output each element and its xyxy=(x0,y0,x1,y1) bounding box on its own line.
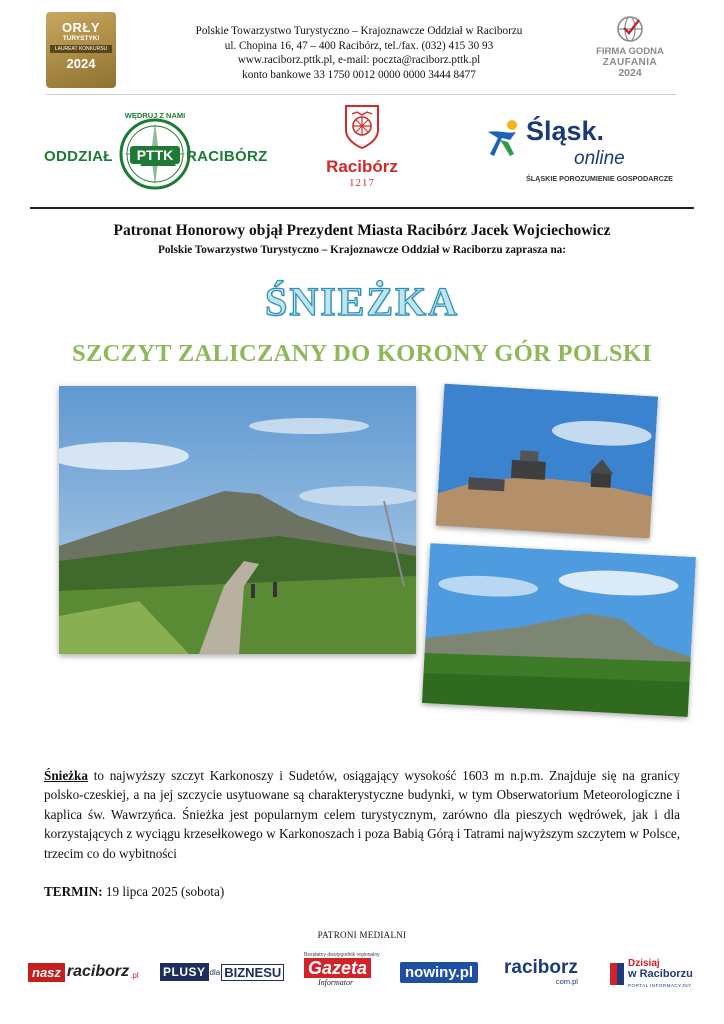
main-title: ŚNIEŻKA xyxy=(264,279,460,324)
nasz-raciborz-part1: nasz xyxy=(28,963,65,982)
raciborz-city-logo xyxy=(312,104,412,200)
flag-icon xyxy=(610,963,624,985)
pttk-raciborz-label: RACIBÓRZ xyxy=(186,148,268,165)
raciborz-year: 1217 xyxy=(349,177,375,189)
nasz-raciborz-logo xyxy=(28,958,139,986)
description-paragraph xyxy=(44,766,680,863)
contact-line-name: Polskie Towarzystwo Turystyczno – Krajoznawcze Oddział w Raciborzu xyxy=(195,25,523,37)
dzisiaj-w-raciborzu-logo xyxy=(610,957,693,988)
plusy-part3: BIZNESU xyxy=(221,964,284,981)
media-patrons-heading: PATRONI MEDIALNI xyxy=(317,930,407,940)
gazeta-subtitle: Informator xyxy=(318,978,354,987)
patronage-heading: Patronat Honorowy objął Prezydent Miasta Racibórz Jacek Wojciechowicz xyxy=(113,222,611,239)
firma-godna-zaufania-badge xyxy=(582,14,678,90)
nasz-raciborz-part3: .pl xyxy=(130,971,139,980)
pttk-arc-text: WĘDRUJ Z NAMI xyxy=(124,111,186,120)
badge-right-line1: FIRMA GODNA xyxy=(596,46,664,57)
raciborz-com-main: raciborz xyxy=(504,957,578,978)
badge-right-year: 2024 xyxy=(618,67,642,79)
nowiny-logo xyxy=(400,958,478,986)
termin-value: 19 lipca 2025 (sobota) xyxy=(102,884,225,899)
badge-right-line2: ZAUFANIA xyxy=(602,57,658,68)
portal-tagline: PORTAL INFORMACYJNY xyxy=(628,982,692,988)
pttk-center-text: PTTK xyxy=(136,147,174,163)
gazeta-title: Gazeta xyxy=(304,958,371,978)
badge-year: 2024 xyxy=(66,56,96,71)
header-divider xyxy=(46,94,676,95)
organization-contact xyxy=(150,24,568,82)
photo-summit-buildings xyxy=(436,384,658,539)
logo-divider xyxy=(30,207,694,209)
badge-subtitle: TURYSTYKI xyxy=(62,35,100,42)
subtitle: SZCZYT ZALICZANY DO KORONY GÓR POLSKI xyxy=(72,340,652,367)
slask-online-logo xyxy=(486,114,673,190)
globe-check-icon xyxy=(615,14,645,44)
raciborz-crest-icon xyxy=(344,104,380,150)
plusy-dla-biznesu-logo xyxy=(160,958,284,986)
pttk-oddzial-label: ODDZIAŁ xyxy=(44,148,113,165)
gazeta-informator-logo xyxy=(304,952,380,990)
description-text: to najwyższy szczyt Karkonoszy i Sudetów, osiągający wysokość 1603 m n.p.m. Znajduje się na granicy polsko-czeskiej, a na jej szczycie usytuowane są charakterystyczne budynki, w tym Obserwatorium Meteorologiczne i kaplica św. Wawrzyńca. Śnieżka jest popularnym celem turystycznym, zarówno dla pieszych wędrówek, jak i dla korzystających z wyciągu krzesełkowego w Karkonoszach i poza Babią Górą i Tatrami najwyższym szczytem w Polsce, trzecim co do wybitności xyxy=(44,768,680,861)
raciborz-com-logo xyxy=(504,958,578,986)
slask-word: Śląsk. xyxy=(526,116,605,146)
description-lead: Śnieżka xyxy=(44,768,88,783)
raciborz-name: Racibórz xyxy=(326,157,398,176)
contact-line-web: www.raciborz.pttk.pl, e-mail: poczta@raciborz.pttk.pl xyxy=(237,54,481,67)
slask-tagline: ŚLĄSKIE POROZUMIENIE GOSPODARCZE xyxy=(526,174,673,183)
event-date xyxy=(44,884,224,900)
raciborz-com-domain: com.pl xyxy=(555,977,578,986)
invitation-line: Polskie Towarzystwo Turystyczno – Krajoznawcze Oddział w Raciborzu zaprasza na: xyxy=(157,244,566,256)
nasz-raciborz-part2: raciborz xyxy=(66,963,130,980)
figure-icon xyxy=(486,118,522,158)
photo-sniezka-panorama xyxy=(422,543,696,717)
plusy-part1: PLUSY xyxy=(160,963,209,981)
termin-label: TERMIN: xyxy=(44,884,103,899)
orly-turystyki-badge xyxy=(46,12,116,88)
contact-line-address: ul. Chopina 16, 47 – 400 Racibórz, tel./fax. (032) 415 30 93 xyxy=(224,39,494,52)
plusy-part2: dla xyxy=(209,967,221,977)
gazeta-tagline: Bezpłatny dwutygodnik regionalny xyxy=(304,952,380,958)
badge-ribbon: LAUREAT KONKURSU xyxy=(50,45,112,53)
nowiny-text: nowiny.pl xyxy=(400,962,478,983)
photo-trail-to-sniezka xyxy=(59,386,416,654)
online-word: online xyxy=(574,148,625,169)
badge-title: ORŁY xyxy=(61,20,101,35)
contact-line-bank: konto bankowe 33 1750 0012 0000 0000 3444 8477 xyxy=(242,68,476,81)
w-raciborzu-word: w Raciborzu xyxy=(628,967,693,980)
dzisiaj-word: Dzisiaj xyxy=(628,957,660,969)
